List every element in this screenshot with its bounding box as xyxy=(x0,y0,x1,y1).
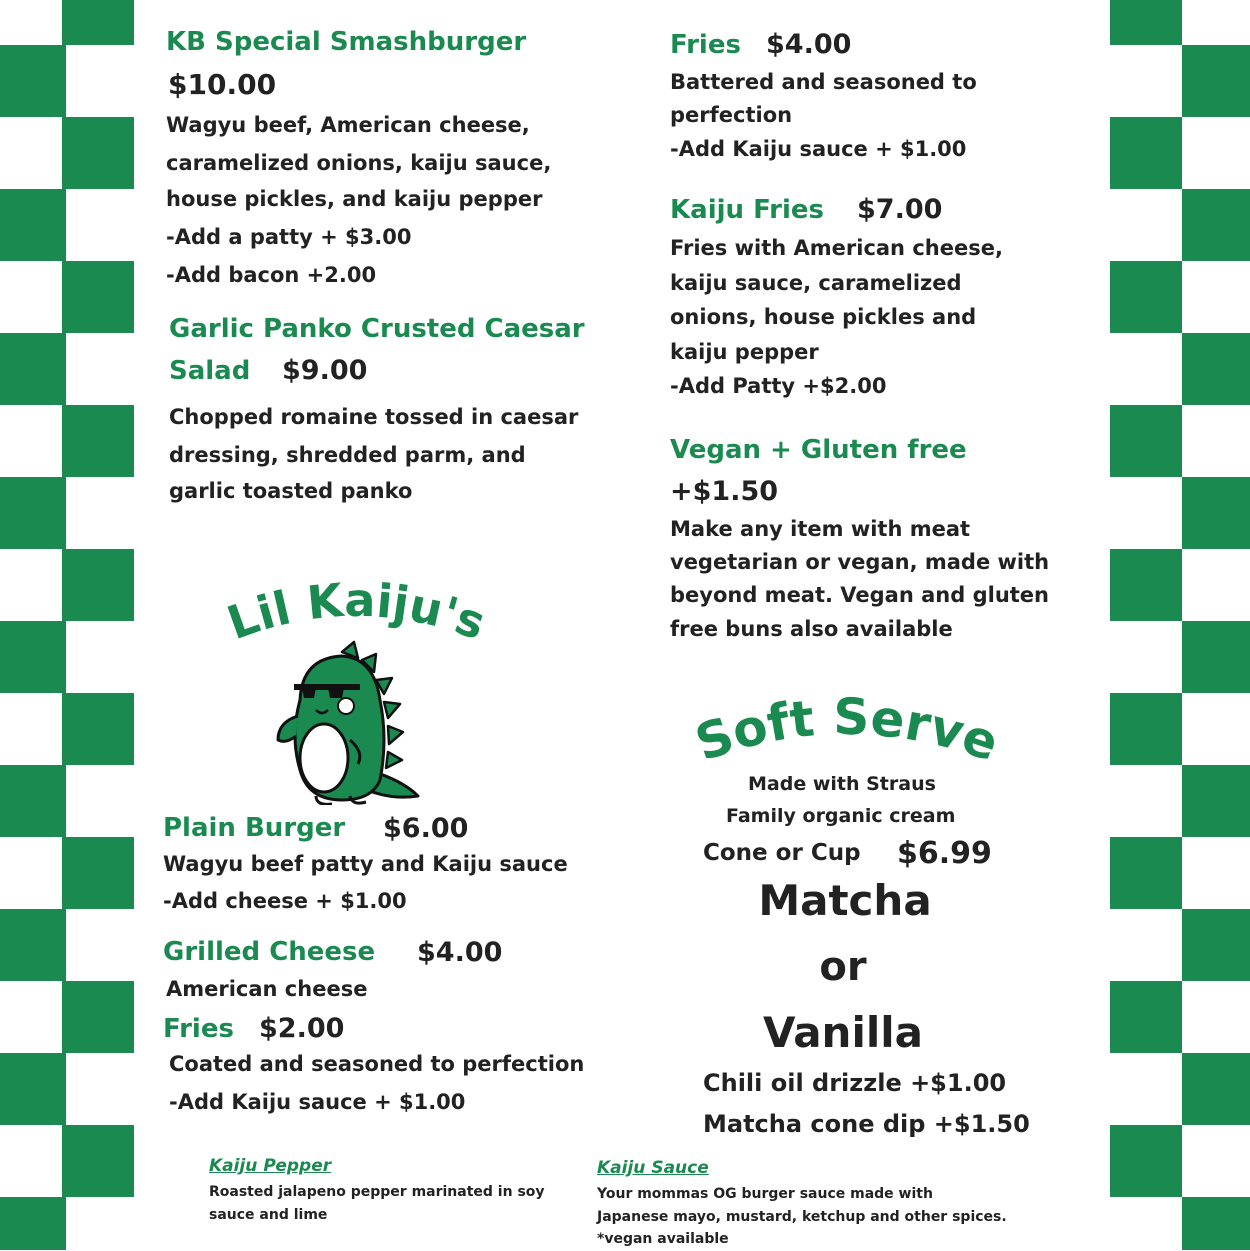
kaiju-fries-desc-line: onions, house pickles and xyxy=(670,305,977,329)
vegan-desc-line: Make any item with meat xyxy=(670,517,971,541)
soft-serve-flavor-vanilla: Vanilla xyxy=(763,1008,923,1057)
soft-serve-sub1: Made with Straus xyxy=(748,773,936,795)
salad-price: $9.00 xyxy=(282,355,368,386)
footnote-sauce-title: Kaiju Sauce xyxy=(597,1158,709,1178)
fries-desc-line: perfection xyxy=(670,103,793,127)
left-checker-border xyxy=(0,0,134,1250)
footnote-sauce-line: *vegan available xyxy=(597,1231,729,1247)
footnote-pepper-line: Roasted jalapeno pepper marinated in soy xyxy=(209,1184,545,1200)
soft-serve-sub2: Family organic cream xyxy=(726,805,956,827)
footnote-pepper-line: sauce and lime xyxy=(209,1207,328,1223)
footnote-sauce-line: Your mommas OG burger sauce made with xyxy=(597,1186,933,1202)
plain-burger-title: Plain Burger xyxy=(163,813,346,843)
salad-desc-line: dressing, shredded parm, and xyxy=(169,443,526,467)
fries-desc-line: Battered and seasoned to xyxy=(670,70,977,94)
kaiju-fries-desc-line: Fries with American cheese, xyxy=(670,236,1003,260)
vegan-price: +$1.50 xyxy=(670,476,779,507)
kids-fries-addon: -Add Kaiju sauce + $1.00 xyxy=(169,1090,466,1114)
soft-serve-heading xyxy=(680,680,1020,780)
svg-text:Lil Kaiju's: Lil Kaiju's xyxy=(220,572,493,651)
soft-serve-or: or xyxy=(819,944,867,990)
fries-title: Fries xyxy=(670,30,741,60)
plain-burger-price: $6.00 xyxy=(383,813,469,844)
grilled-cheese-desc: American cheese xyxy=(166,977,368,1001)
soft-serve-price: $6.99 xyxy=(897,836,992,871)
smashburger-addon: -Add a patty + $3.00 xyxy=(166,225,412,249)
kaiju-fries-price: $7.00 xyxy=(857,194,943,225)
salad-desc-line: Chopped romaine tossed in caesar xyxy=(169,405,579,429)
soft-serve-addon: Matcha cone dip +$1.50 xyxy=(703,1110,1030,1138)
kaiju-fries-desc-line: kaiju sauce, caramelized xyxy=(670,271,962,295)
soft-serve-flavor-matcha: Matcha xyxy=(758,876,932,925)
kids-fries-desc: Coated and seasoned to perfection xyxy=(169,1052,585,1076)
kaiju-fries-addon: -Add Patty +$2.00 xyxy=(670,374,887,398)
salad-title-line1: Garlic Panko Crusted Caesar xyxy=(169,314,585,344)
vegan-desc-line: free buns also available xyxy=(670,617,953,641)
vegan-desc-line: beyond meat. Vegan and gluten xyxy=(670,583,1049,607)
smashburger-desc-line: house pickles, and kaiju pepper xyxy=(166,187,543,211)
smashburger-price: $10.00 xyxy=(168,68,277,101)
svg-text:Soft Serve: Soft Serve xyxy=(688,687,1006,773)
smashburger-addon: -Add bacon +2.00 xyxy=(166,263,377,287)
grilled-cheese-price: $4.00 xyxy=(417,937,503,968)
smashburger-desc-line: Wagyu beef, American cheese, xyxy=(166,113,530,137)
footnote-sauce-line: Japanese mayo, mustard, ketchup and other spices. xyxy=(597,1209,1007,1225)
right-checker-border xyxy=(1110,0,1250,1250)
kids-fries-title: Fries xyxy=(163,1014,234,1044)
kaiju-dinosaur-sunglasses-icon xyxy=(272,640,422,805)
grilled-cheese-title: Grilled Cheese xyxy=(163,937,376,967)
fries-addon: -Add Kaiju sauce + $1.00 xyxy=(670,137,967,161)
vegan-desc-line: vegetarian or vegan, made with xyxy=(670,550,1050,574)
smashburger-desc-line: caramelized onions, kaiju sauce, xyxy=(166,151,552,175)
soft-serve-cone-label: Cone or Cup xyxy=(703,840,861,866)
kaiju-fries-desc-line: kaiju pepper xyxy=(670,340,819,364)
footnote-pepper-title: Kaiju Pepper xyxy=(209,1156,332,1176)
vegan-title: Vegan + Gluten free xyxy=(670,435,967,465)
smashburger-title: KB Special Smashburger xyxy=(166,27,527,57)
plain-burger-desc: Wagyu beef patty and Kaiju sauce xyxy=(163,852,568,876)
kids-fries-price: $2.00 xyxy=(259,1013,345,1044)
kaiju-fries-title: Kaiju Fries xyxy=(670,195,825,225)
plain-burger-addon: -Add cheese + $1.00 xyxy=(163,889,407,913)
soft-serve-addon: Chili oil drizzle +$1.00 xyxy=(703,1069,1007,1097)
salad-title-line2: Salad xyxy=(169,356,251,386)
salad-desc-line: garlic toasted panko xyxy=(169,479,413,503)
fries-price: $4.00 xyxy=(766,29,852,60)
